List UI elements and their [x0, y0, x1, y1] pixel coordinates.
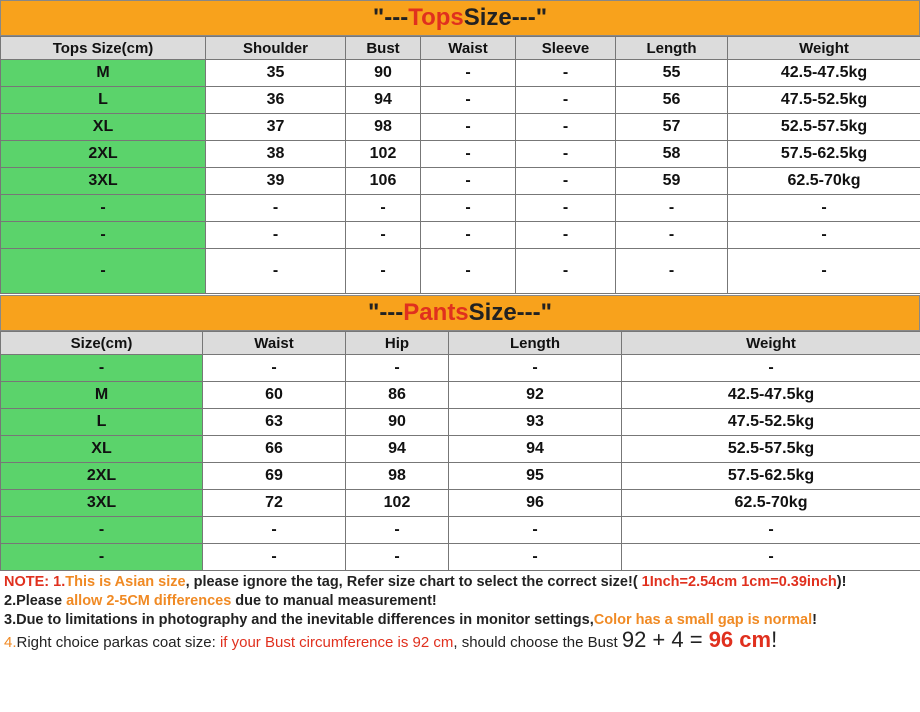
table-cell: -	[421, 114, 516, 141]
table-cell: 57.5-62.5kg	[728, 141, 920, 168]
table-cell: 38	[206, 141, 346, 168]
tops-size-banner	[0, 0, 920, 36]
note-label: NOTE: 1.	[4, 574, 66, 590]
table-row	[1, 222, 920, 249]
table-cell: -	[346, 544, 449, 571]
table-cell: 56	[616, 87, 728, 114]
table-cell: -	[449, 355, 622, 382]
note-2	[4, 592, 916, 611]
table-row	[1, 382, 920, 409]
table-cell: 62.5-70kg	[622, 490, 920, 517]
size-cell: 2XL	[1, 141, 206, 168]
table-cell: 39	[206, 168, 346, 195]
table-row	[1, 60, 920, 87]
note-1	[4, 573, 916, 592]
note-2-suffix: due to manual measurement!	[231, 593, 437, 609]
table-cell: -	[516, 222, 616, 249]
table-cell: -	[206, 195, 346, 222]
pants-size-banner	[0, 295, 920, 331]
tops-header-cell: Shoulder	[206, 37, 346, 60]
size-cell: XL	[1, 436, 203, 463]
pants-title-highlight: Pants	[403, 299, 469, 326]
size-cell: -	[1, 517, 203, 544]
size-cell: -	[1, 544, 203, 571]
note-4-text-2: , should choose the Bust	[453, 634, 622, 651]
table-cell: 66	[203, 436, 346, 463]
table-row	[1, 249, 920, 294]
table-cell: -	[516, 114, 616, 141]
tops-header-cell: Bust	[346, 37, 421, 60]
table-cell: 36	[206, 87, 346, 114]
table-cell: -	[346, 249, 421, 294]
note-2-prefix: 2.Please	[4, 593, 67, 609]
pants-header-row	[1, 332, 920, 355]
table-cell: -	[616, 195, 728, 222]
table-row	[1, 463, 920, 490]
table-cell: -	[516, 249, 616, 294]
pants-header-cell: Waist	[203, 332, 346, 355]
tops-header-cell: Length	[616, 37, 728, 60]
table-cell: -	[516, 195, 616, 222]
note-4-calc: 92 + 4 =	[621, 627, 709, 652]
size-notes	[0, 571, 920, 654]
table-cell: 62.5-70kg	[728, 168, 920, 195]
table-cell: -	[421, 141, 516, 168]
table-cell: 57.5-62.5kg	[622, 463, 920, 490]
size-cell: L	[1, 409, 203, 436]
note-3-prefix: 3.Due to limitations in photography and the inevitable differences in monitor settings,	[4, 612, 594, 628]
table-cell: -	[516, 141, 616, 168]
table-cell: -	[516, 168, 616, 195]
table-cell: 52.5-57.5kg	[622, 436, 920, 463]
pants-header-cell: Hip	[346, 332, 449, 355]
size-cell: M	[1, 60, 206, 87]
tops-title-suffix: Size---"	[463, 4, 548, 31]
note-1-end: )!	[836, 574, 847, 590]
table-row	[1, 490, 920, 517]
tops-title-highlight: Tops	[408, 4, 464, 31]
note-1-text: , please ignore the tag, Refer size chart to select the correct size!(	[185, 574, 642, 590]
table-row	[1, 517, 920, 544]
pants-header-cell: Weight	[622, 332, 920, 355]
table-cell: -	[421, 222, 516, 249]
note-4-result: 96 cm	[708, 627, 772, 652]
table-cell: -	[728, 222, 920, 249]
note-4-number: 4.	[4, 634, 17, 651]
size-cell: -	[1, 195, 206, 222]
table-row	[1, 168, 920, 195]
table-row	[1, 436, 920, 463]
table-row	[1, 87, 920, 114]
size-cell: -	[1, 249, 206, 294]
table-cell: -	[421, 60, 516, 87]
table-cell: 94	[346, 87, 421, 114]
tops-title-prefix: "---	[372, 4, 409, 31]
table-cell: 90	[346, 60, 421, 87]
table-cell: 106	[346, 168, 421, 195]
size-cell: 3XL	[1, 490, 203, 517]
table-cell: 37	[206, 114, 346, 141]
table-cell: -	[206, 222, 346, 249]
table-cell: 98	[346, 463, 449, 490]
table-cell: 63	[203, 409, 346, 436]
table-cell: 47.5-52.5kg	[728, 87, 920, 114]
note-4-end: !	[771, 627, 778, 652]
table-cell: 96	[449, 490, 622, 517]
size-cell: -	[1, 355, 203, 382]
note-4-text: Right choice parkas coat size:	[16, 634, 220, 651]
pants-title-suffix: Size---"	[468, 299, 553, 326]
note-3-highlight: Color has a small gap is normal	[593, 612, 813, 628]
note-3-suffix: !	[812, 612, 817, 628]
table-cell: 95	[449, 463, 622, 490]
pants-size-table	[0, 331, 920, 571]
table-cell: -	[421, 168, 516, 195]
table-row	[1, 544, 920, 571]
table-cell: 72	[203, 490, 346, 517]
table-cell: 59	[616, 168, 728, 195]
table-cell: 92	[449, 382, 622, 409]
table-row	[1, 355, 920, 382]
table-cell: 42.5-47.5kg	[728, 60, 920, 87]
table-cell: -	[616, 249, 728, 294]
pants-title-prefix: "---	[367, 299, 404, 326]
note-1-highlight: This is Asian size	[65, 574, 186, 590]
table-cell: 102	[346, 141, 421, 168]
table-cell: 47.5-52.5kg	[622, 409, 920, 436]
table-cell: 69	[203, 463, 346, 490]
size-cell: -	[1, 222, 206, 249]
table-cell: -	[622, 355, 920, 382]
table-cell: -	[728, 249, 920, 294]
tops-header-cell: Waist	[421, 37, 516, 60]
table-cell: 94	[449, 436, 622, 463]
tops-size-table	[0, 36, 920, 294]
size-cell: 3XL	[1, 168, 206, 195]
table-cell: -	[203, 544, 346, 571]
size-cell: 2XL	[1, 463, 203, 490]
table-cell: -	[449, 517, 622, 544]
table-cell: -	[346, 195, 421, 222]
table-cell: -	[203, 355, 346, 382]
table-cell: 90	[346, 409, 449, 436]
table-row	[1, 141, 920, 168]
note-4-highlight: if your Bust circumference is 92 cm	[219, 634, 454, 651]
table-cell: 60	[203, 382, 346, 409]
table-cell: -	[206, 249, 346, 294]
table-cell: -	[622, 544, 920, 571]
table-cell: -	[728, 195, 920, 222]
table-cell: 52.5-57.5kg	[728, 114, 920, 141]
table-cell: 57	[616, 114, 728, 141]
table-cell: 35	[206, 60, 346, 87]
table-cell: -	[346, 355, 449, 382]
table-cell: -	[346, 517, 449, 544]
note-2-highlight: allow 2-5CM differences	[66, 593, 232, 609]
tops-header-row	[1, 37, 920, 60]
table-row	[1, 195, 920, 222]
table-cell: 98	[346, 114, 421, 141]
table-cell: 86	[346, 382, 449, 409]
note-1-conversion: 1Inch=2.54cm 1cm=0.39inch	[641, 574, 837, 590]
table-cell: -	[516, 60, 616, 87]
table-cell: -	[616, 222, 728, 249]
size-cell: XL	[1, 114, 206, 141]
table-row	[1, 409, 920, 436]
table-cell: 93	[449, 409, 622, 436]
table-cell: -	[516, 87, 616, 114]
table-cell: -	[421, 249, 516, 294]
table-cell: 102	[346, 490, 449, 517]
table-row	[1, 114, 920, 141]
size-cell: L	[1, 87, 206, 114]
table-cell: -	[449, 544, 622, 571]
table-cell: -	[421, 195, 516, 222]
size-cell: M	[1, 382, 203, 409]
table-cell: 58	[616, 141, 728, 168]
table-cell: 94	[346, 436, 449, 463]
tops-header-cell: Sleeve	[516, 37, 616, 60]
table-cell: 42.5-47.5kg	[622, 382, 920, 409]
note-4	[4, 627, 916, 652]
table-cell: -	[203, 517, 346, 544]
tops-header-cell: Tops Size(cm)	[1, 37, 206, 60]
pants-header-cell: Length	[449, 332, 622, 355]
tops-header-cell: Weight	[728, 37, 920, 60]
table-cell: -	[622, 517, 920, 544]
table-cell: -	[421, 87, 516, 114]
table-cell: 55	[616, 60, 728, 87]
table-cell: -	[346, 222, 421, 249]
note-3	[4, 611, 916, 630]
pants-header-cell: Size(cm)	[1, 332, 203, 355]
